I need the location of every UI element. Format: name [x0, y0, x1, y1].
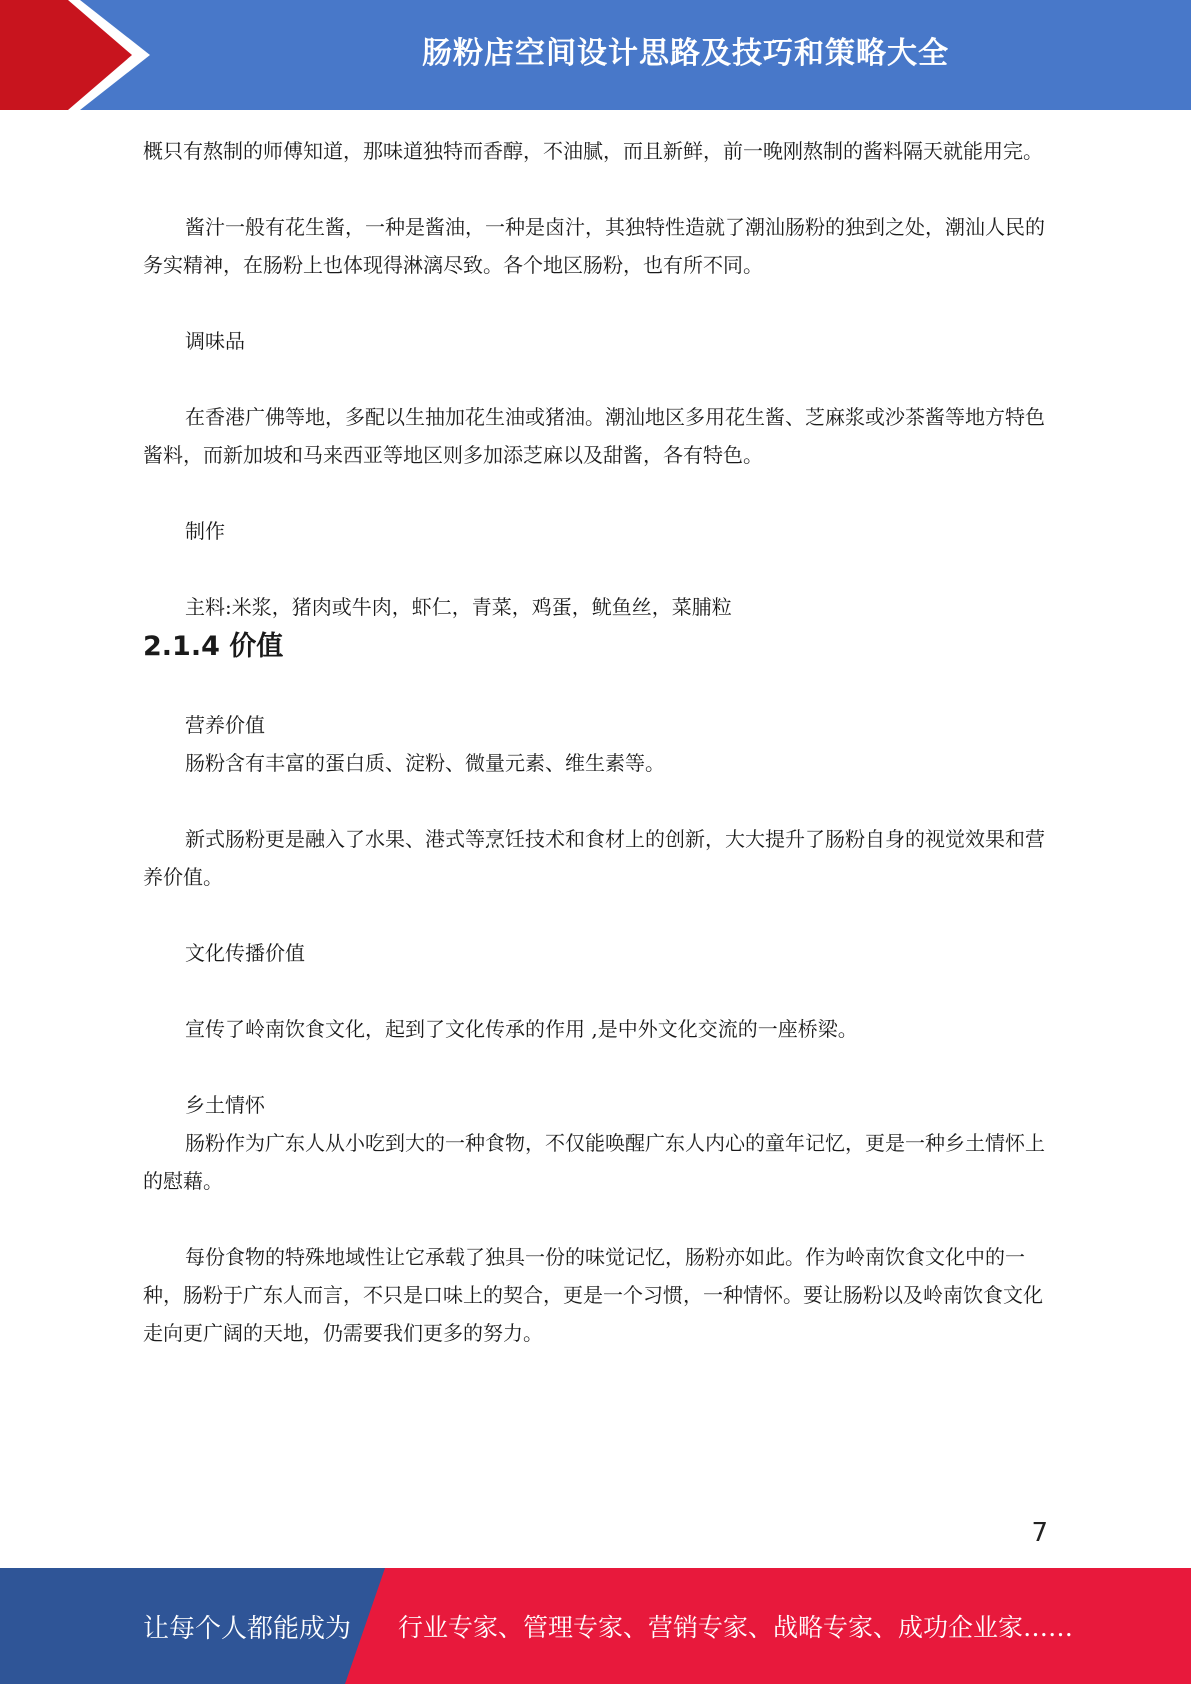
paragraph: 肠粉含有丰富的蛋白质、淀粉、微量元素、维生素等。 — [185, 751, 665, 775]
paragraph: 主料:米浆，猪肉或牛肉，虾仁，青菜，鸡蛋，鱿鱼丝，菜脯粒 — [185, 595, 732, 619]
paragraph: 概只有熬制的师傅知道，那味道独特而香醇，不油腻，而且新鲜，前一晚刚熬制的酱料隔天就能用完。 — [143, 139, 1043, 163]
paragraph: 新式肠粉更是融入了水果、港式等烹饪技术和食材上的创新，大大提升了肠粉自身的视觉效果和营养价值。 — [143, 827, 1045, 889]
paragraph: 酱汁一般有花生酱，一种是酱油，一种是卤汁，其独特性造就了潮汕肠粉的独到之处，潮汕人民的务实精神，在肠粉上也体现得淋漓尽致。各个地区肠粉，也有所不同。 — [143, 215, 1045, 277]
page-header — [0, 0, 1191, 110]
footer-slogan-left: 让每个人都能成为 — [143, 1614, 352, 1644]
subheading: 制作 — [185, 519, 225, 543]
section-heading: 2.1.4 价值 — [143, 631, 284, 662]
subheading: 文化传播价值 — [185, 941, 305, 965]
page-footer — [0, 1568, 1191, 1684]
subheading: 乡土情怀 — [185, 1093, 265, 1117]
subheading: 营养价值 — [185, 713, 265, 737]
paragraph: 肠粉作为广东人从小吃到大的一种食物，不仅能唤醒广东人内心的童年记忆，更是一种乡土情怀上的慰藉。 — [143, 1131, 1045, 1193]
paragraph: 每份食物的特殊地域性让它承载了独具一份的味觉记忆，肠粉亦如此。作为岭南饮食文化中的一种，肠粉于广东人而言，不只是口味上的契合，更是一个习惯，一种情怀。要让肠粉以及岭南饮食文化走向更广阔的天地，仍需要我们更多的努力。 — [143, 1245, 1043, 1345]
footer-slogan-right: 行业专家、管理专家、营销专家、战略专家、成功企业家…… — [398, 1613, 1074, 1642]
paragraph: 宣传了岭南饮食文化，起到了文化传承的作用 ,是中外文化交流的一座桥梁。 — [185, 1017, 858, 1041]
page-content — [143, 132, 1045, 1352]
paragraph: 在香港广佛等地，多配以生抽加花生油或猪油。潮汕地区多用花生酱、芝麻浆或沙茶酱等地方特色酱料，而新加坡和马来西亚等地区则多加添芝麻以及甜酱，各有特色。 — [143, 405, 1045, 467]
subheading: 调味品 — [185, 329, 245, 353]
page-number: 7 — [1031, 1518, 1048, 1548]
document-title: 肠粉店空间设计思路及技巧和策略大全 — [422, 36, 949, 71]
